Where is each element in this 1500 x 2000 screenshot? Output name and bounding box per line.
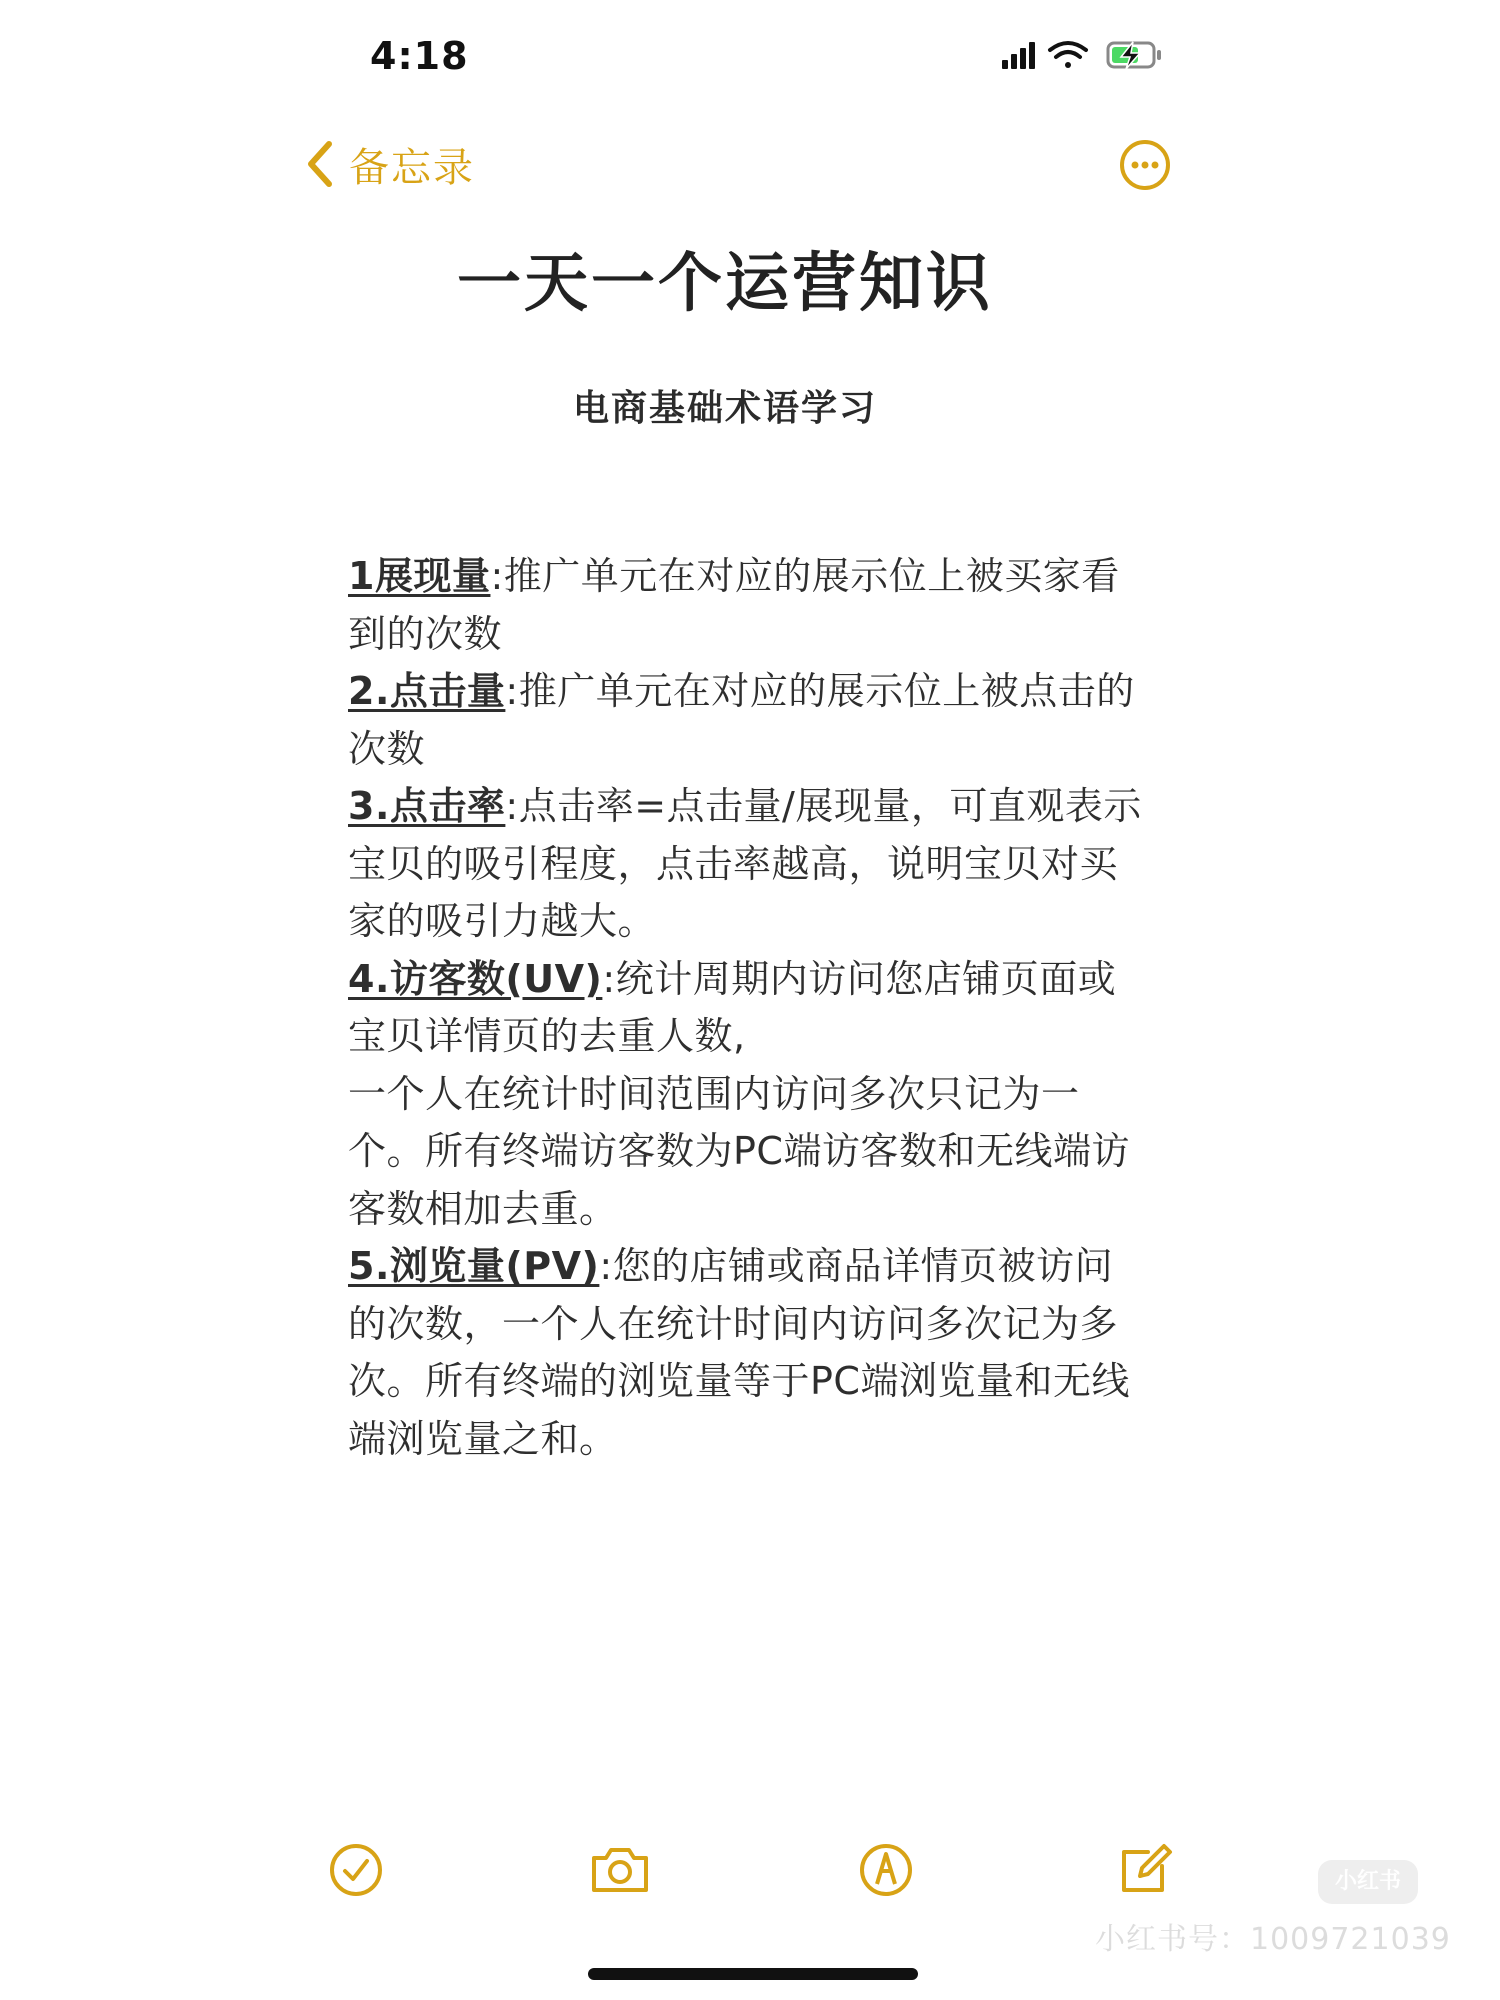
- term-label: 4.访客数(UV): [348, 956, 603, 1001]
- markup-pen-icon: [862, 1846, 910, 1894]
- term-definition: :推广单元在对应的展示位上被点击的次数: [348, 669, 1135, 771]
- camera-icon: [594, 1850, 646, 1890]
- term-label: 2.点击量: [348, 669, 506, 713]
- home-indicator[interactable]: [588, 1968, 918, 1980]
- compose-button[interactable]: [1114, 1840, 1174, 1900]
- term-label: 3.点击率: [348, 784, 506, 828]
- checklist-button[interactable]: [326, 1840, 386, 1900]
- chevron-left-icon: [305, 140, 335, 188]
- note-title: 一天一个运营知识: [457, 247, 993, 321]
- term-label: 1展现量: [348, 554, 491, 598]
- back-button[interactable]: [305, 134, 475, 194]
- checklist-icon: [332, 1846, 380, 1894]
- signal-icon: [1002, 42, 1035, 69]
- ellipsis-circle-icon: [1122, 142, 1168, 188]
- note-item-uv: [348, 951, 1148, 1066]
- note-subtitle: 电商基础术语学习: [572, 388, 877, 429]
- note-item-uv-continued: 一个人在统计时间范围内访问多次只记为一个。所有终端访客数为PC端访客数和无线端访客数相加去重。: [348, 1071, 1130, 1231]
- watermark-text: 小红书号：1009721039: [1095, 1922, 1451, 1957]
- term-definition: :点击率=点击量/展现量，可直观表示宝贝的吸引程度，点击率越高，说明宝贝对买家的吸引力越大。: [348, 784, 1142, 943]
- term-definition: :统计周期内访问您店铺页面或宝贝详情页的去重人数,: [348, 956, 1117, 1058]
- camera-button[interactable]: [590, 1840, 650, 1900]
- note-body[interactable]: [348, 548, 1148, 1468]
- wifi-icon: [1050, 43, 1086, 68]
- note-item-pv: [348, 1238, 1148, 1468]
- markup-button[interactable]: [856, 1840, 916, 1900]
- status-icons: [1000, 36, 1180, 76]
- note-item-impressions: [348, 548, 1148, 663]
- note-item-clicks: [348, 663, 1148, 778]
- back-label: 备忘录: [349, 144, 475, 191]
- watermark-logo: 小红书: [1318, 1860, 1418, 1904]
- more-options-button[interactable]: [1118, 138, 1172, 192]
- note-item-ctr: [348, 778, 1148, 951]
- term-label: 5.浏览量(PV): [348, 1244, 600, 1288]
- term-definition: :推广单元在对应的展示位上被买家看到的次数: [348, 554, 1120, 656]
- compose-icon: [1124, 1846, 1170, 1890]
- status-time: 4:18: [370, 34, 469, 78]
- battery-charging-icon: [1108, 42, 1161, 69]
- term-definition: :您的店铺或商品详情页被访问的次数，一个人在统计时间内访问多次记为多次。所有终端的浏览量等于PC端浏览量和无线端浏览量之和。: [348, 1244, 1130, 1461]
